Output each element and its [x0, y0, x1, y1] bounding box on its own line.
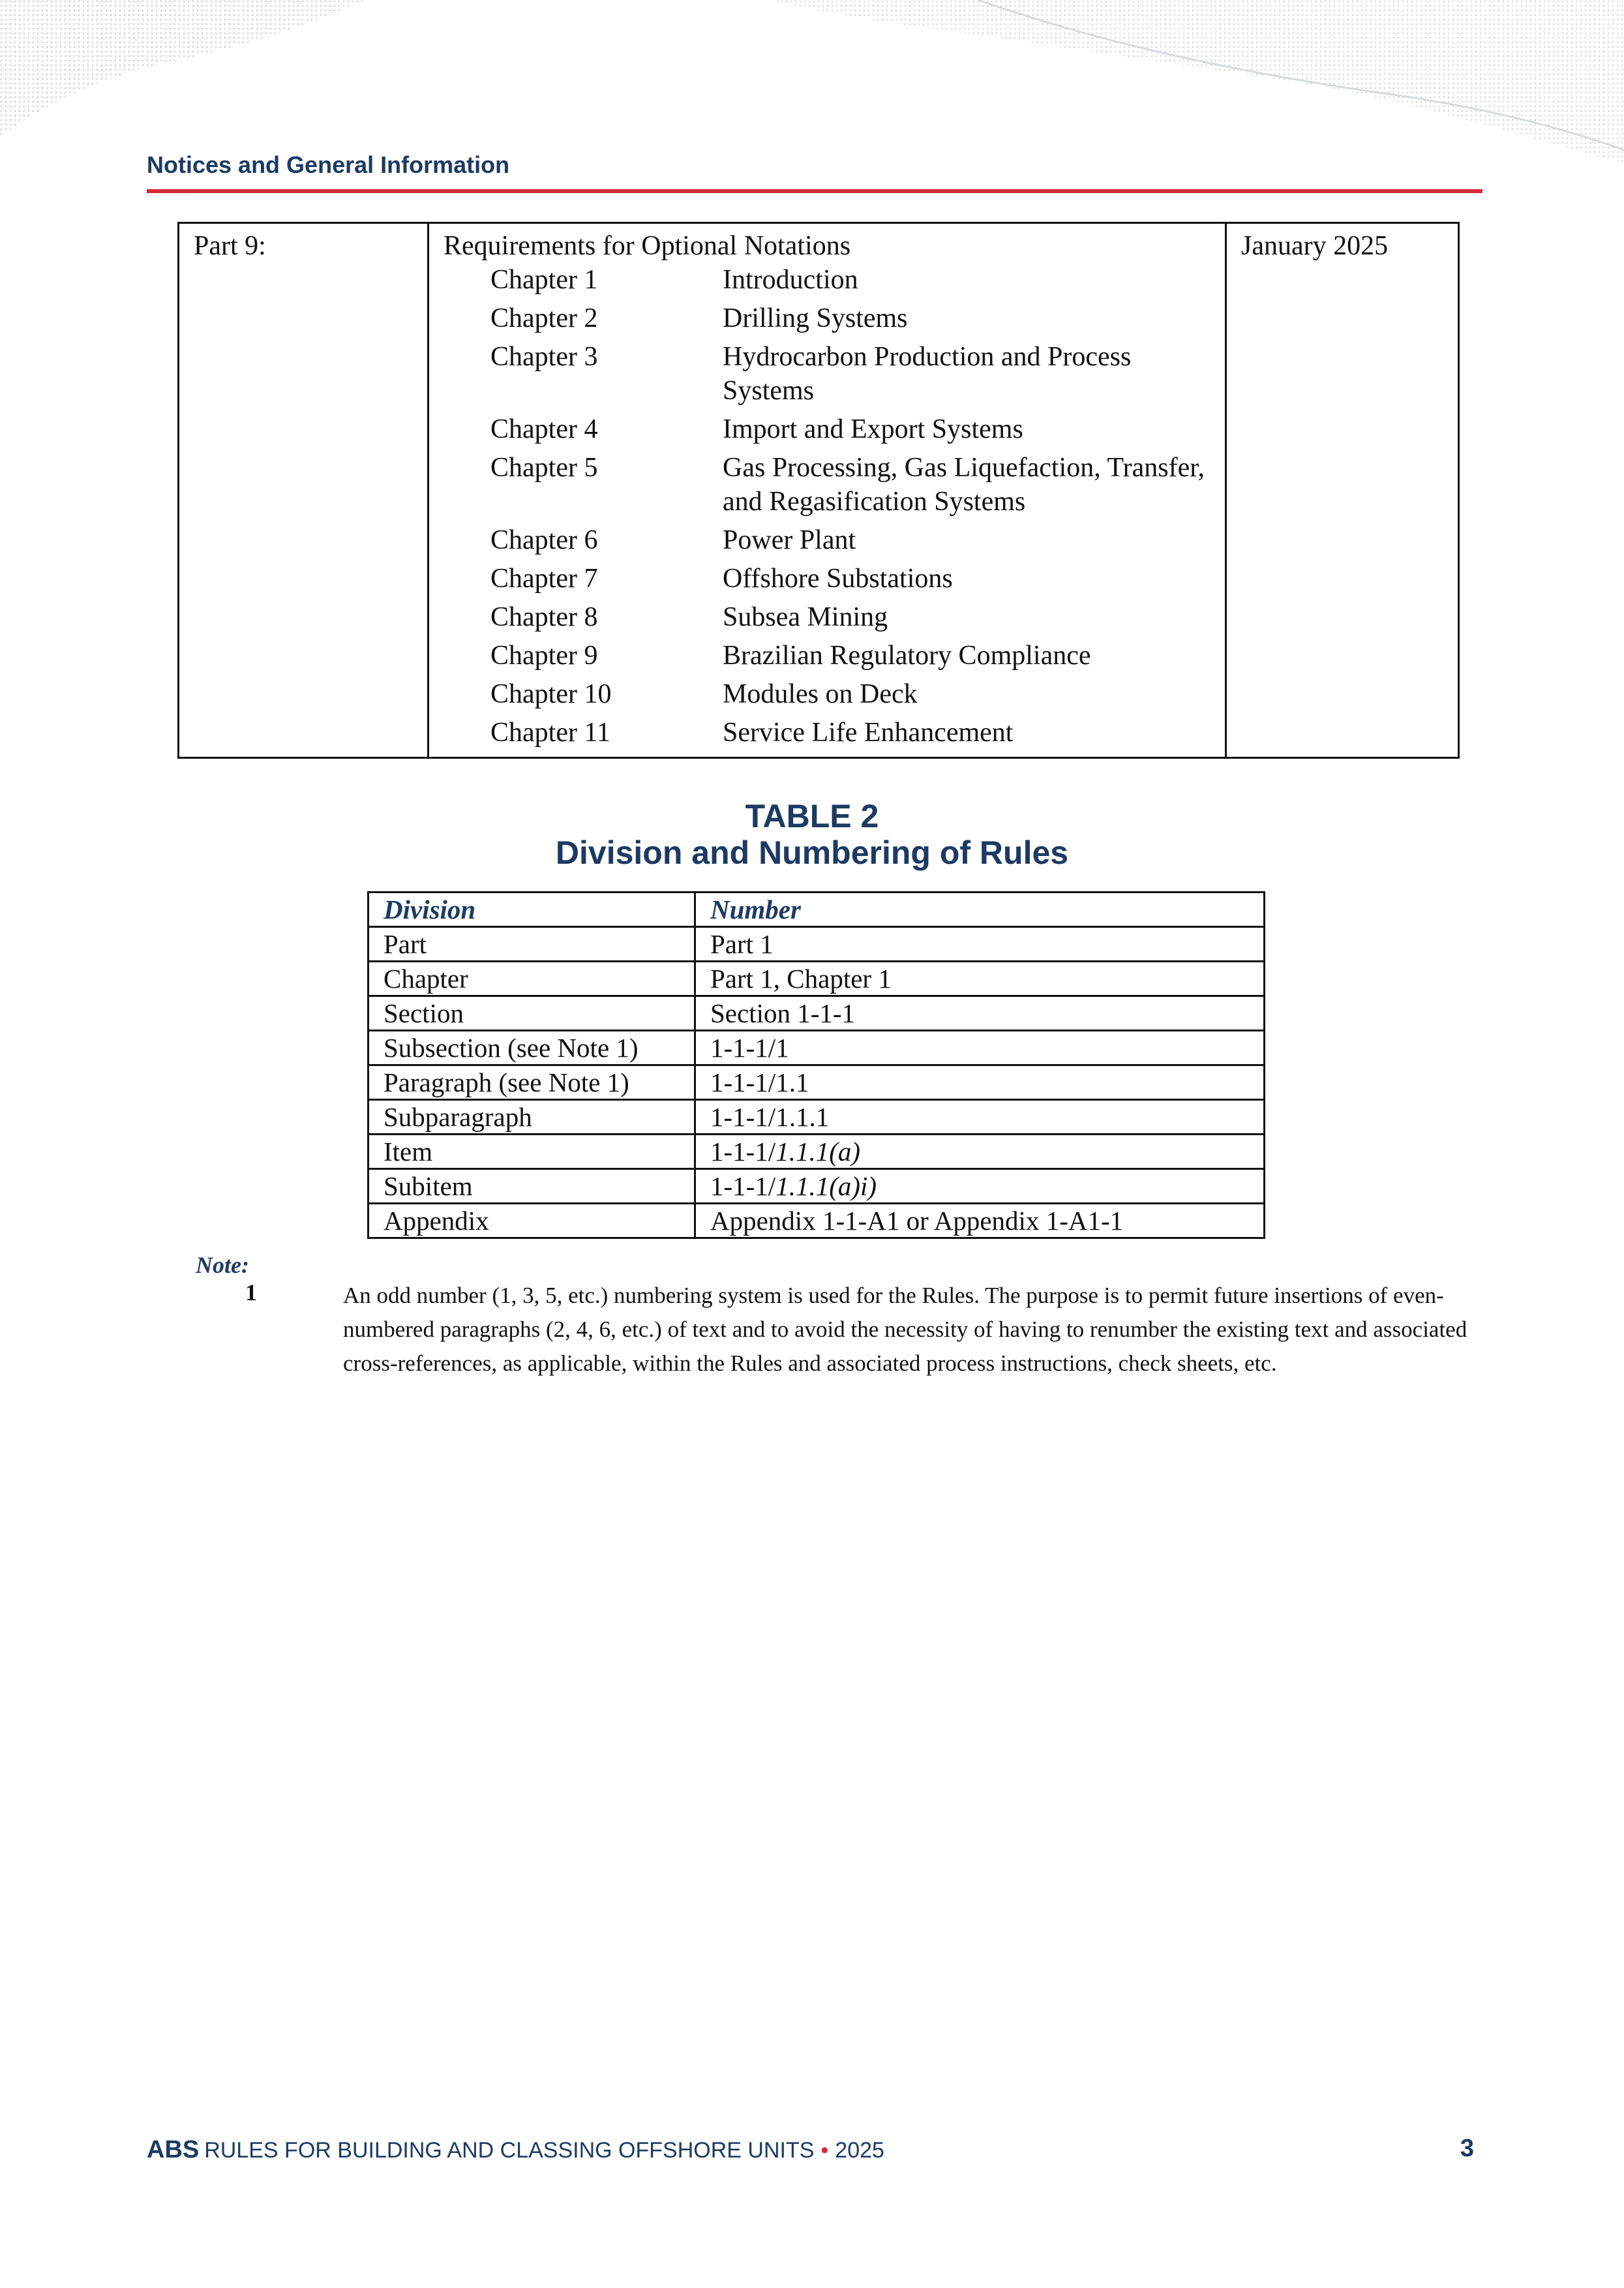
chapter-label: Chapter 8 [490, 602, 598, 632]
number-text: 1-1-1/1 [710, 1033, 789, 1063]
number-text: 1-1-1/1.1.1 [710, 1102, 830, 1132]
abs-logo-text: ABS [147, 2136, 200, 2163]
chapter-label: Chapter 9 [490, 641, 598, 671]
division-cell: Part [368, 927, 695, 962]
column-header-number: Number [695, 892, 1265, 927]
table-row [368, 1065, 1265, 1100]
chapter-title: Offshore Substations [723, 564, 953, 594]
number-text: Section 1-1-1 [710, 998, 856, 1028]
number-text: Part 1 [710, 929, 774, 959]
division-cell: Item [368, 1135, 695, 1169]
header-wave-decoration [0, 0, 1624, 170]
table-row [368, 1031, 1265, 1065]
chapter-title: Service Life Enhancement [723, 718, 1014, 748]
page-number: 3 [1460, 2135, 1474, 2162]
table-row [368, 996, 1265, 1031]
number-cell [695, 927, 1265, 962]
footer-title: RULES FOR BUILDING AND CLASSING OFFSHORE UNITS [204, 2138, 815, 2163]
page-footer [147, 2136, 884, 2164]
chapter-title: Hydrocarbon Production and Process Systems [723, 342, 1132, 406]
part-label: Part 9: [179, 223, 429, 758]
table-row [368, 962, 1265, 996]
number-cell [695, 1169, 1265, 1204]
number-cell [695, 1204, 1265, 1238]
number-italic-text: 1.1.1(a) [775, 1136, 861, 1167]
chapter-title: Gas Processing, Gas Liquefaction, Transfer, and Regasification Systems [723, 453, 1205, 517]
chapter-list [490, 263, 1218, 754]
chapter-title: Introduction [723, 265, 858, 295]
chapter-label: Chapter 2 [490, 303, 598, 333]
chapter-title: Brazilian Regulatory Compliance [723, 641, 1091, 671]
chapter-title: Drilling Systems [723, 303, 908, 333]
division-cell: Subitem [368, 1169, 695, 1204]
header-divider [147, 189, 1482, 193]
part-contents-cell [429, 223, 1226, 758]
chapter-title: Power Plant [723, 525, 856, 555]
number-cell [695, 1065, 1265, 1100]
footer-separator: • [820, 2138, 829, 2163]
division-cell: Appendix [368, 1204, 695, 1238]
division-table-body [368, 927, 1265, 1238]
table-row [179, 223, 1459, 758]
rules-parts-table [177, 222, 1460, 759]
division-cell: Subsection (see Note 1) [368, 1031, 695, 1065]
edition-date: January 2025 [1226, 223, 1459, 758]
chapter-label: Chapter 11 [490, 718, 610, 748]
division-cell: Chapter [368, 962, 695, 996]
table-number: TABLE 2 [745, 798, 879, 834]
table-title: Division and Numbering of Rules [555, 834, 1069, 871]
footer-year: 2025 [835, 2138, 884, 2163]
chapter-label: Chapter 7 [490, 564, 598, 594]
table-row [368, 927, 1265, 962]
table-row [368, 1100, 1265, 1135]
number-text: 1-1-1/ [710, 1171, 776, 1201]
running-header-title: Notices and General Information [147, 151, 510, 178]
number-cell [695, 1031, 1265, 1065]
chapter-label: Chapter 5 [490, 453, 598, 483]
table-row [368, 1204, 1265, 1238]
chapter-title: Modules on Deck [723, 679, 918, 709]
note-text: An odd number (1, 3, 5, etc.) numbering system is used for the Rules. The purpose is to permit future insertions of even-numbered paragraphs (2, 4, 6, etc.) of text and to avoid the necessity of having to renumber the existing text and associated cross-references, as applicable, within the Rules and associated process instructions, check sheets, etc. [343, 1283, 1467, 1376]
number-text: Part 1, Chapter 1 [710, 964, 892, 994]
chapter-label: Chapter 6 [490, 525, 598, 555]
chapter-label: Chapter 10 [490, 679, 612, 709]
column-header-division: Division [368, 892, 695, 927]
chapter-title: Subsea Mining [723, 602, 888, 632]
note-label: Note: [196, 1252, 249, 1278]
number-italic-text: 1.1.1(a)i) [775, 1171, 877, 1201]
table-row [368, 1169, 1265, 1204]
chapter-title: Import and Export Systems [723, 414, 1023, 444]
number-text: 1-1-1/ [710, 1136, 776, 1167]
table-header-row [368, 892, 1265, 927]
chapter-label: Chapter 1 [490, 265, 598, 295]
number-cell [695, 1135, 1265, 1169]
division-cell: Subparagraph [368, 1100, 695, 1135]
chapter-label: Chapter 4 [490, 414, 598, 444]
note-number: 1 [245, 1279, 257, 1305]
number-text: 1-1-1/1.1 [710, 1067, 809, 1097]
division-numbering-table [367, 891, 1265, 1239]
division-cell: Paragraph (see Note 1) [368, 1065, 695, 1100]
number-cell [695, 996, 1265, 1031]
table-row [368, 1135, 1265, 1169]
part-heading: Requirements for Optional Notations [444, 231, 851, 261]
number-text: Appendix 1-1-A1 or Appendix 1-A1-1 [710, 1206, 1124, 1236]
number-cell [695, 962, 1265, 996]
number-cell [695, 1100, 1265, 1135]
chapter-label: Chapter 3 [490, 342, 598, 372]
division-cell: Section [368, 996, 695, 1031]
